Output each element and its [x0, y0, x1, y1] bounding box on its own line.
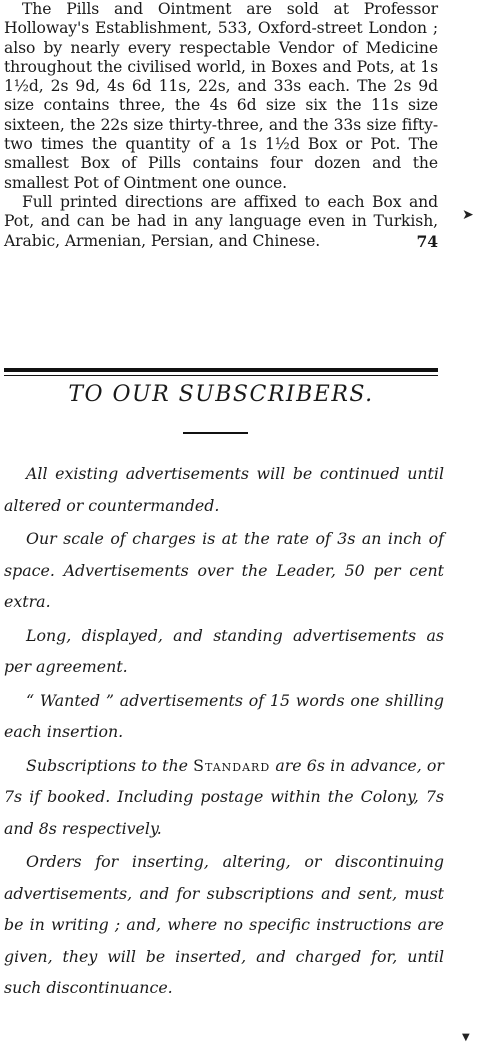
subscribers-paragraph-5	[4, 750, 444, 845]
margin-mark-icon: ➤	[462, 207, 474, 223]
pills-ointment-notice	[4, 0, 438, 251]
subscribers-notice	[4, 458, 444, 1006]
subscribers-paragraph-4: “ Wanted ” advertisements of 15 words one shilling each insertion.	[4, 690, 444, 741]
subscribers-paragraph-3: Long, displayed, and standing advertisements as per agreement.	[4, 625, 444, 676]
section-divider-thick	[4, 368, 438, 372]
standard-newspaper-name: Standard	[193, 755, 271, 775]
margin-dot-icon: ▼	[462, 1032, 470, 1043]
subscribers-paragraph-1: All existing advertisements will be continued until altered or countermanded.	[4, 464, 444, 515]
pills-notice-paragraph-1: The Pills and Ointment are sold at Professor Holloway's Establishment, 533, Oxford-street London ; also by nearly every respectable Vendor of Medicine throughout the civilised world, in Boxes and Pots, at 1s 1½d, 2s 9d, 4s 6d 11s, 22s, and 33s each. The 2s 9d size contains three, the 4s 6d size six the 11s size sixteen, the 22s size thirty-three, and the 33s size fifty-two times the quantity of a 1s 1½d Box or Pot. The smallest Box of Pills contains four dozen and the smallest Pot of Ointment one ounce.	[4, 0, 438, 192]
subscribers-paragraph-6: Orders for inserting, altering, or discontinuing advertisements, and for subscriptions and sent, must be in writing ; and, where no specific instructions are given, they will be inserted, and charged for, until such discontinuance.	[4, 852, 444, 997]
pills-notice-paragraph-2	[4, 193, 438, 251]
subscribers-paragraph-5-start: Subscriptions to the	[26, 755, 189, 775]
pills-notice-paragraph-2-text: Full printed directions are affixed to each Box and Pot, and can be had in any language even in Turkish, Arabic, Armenian, Persian, and Chinese.	[4, 192, 438, 250]
advertisement-reference-number: 74	[416, 231, 438, 251]
section-divider-thin	[4, 375, 438, 376]
title-underline-rule	[183, 432, 248, 434]
subscribers-paragraph-5-end: are 6s in advance, or 7s if booked. Including postage within the Colony, 7s and 8s respectively.	[4, 755, 444, 838]
subscribers-paragraph-2: Our scale of charges is at the rate of 3s an inch of space. Advertisements over the Leader, 50 per cent extra.	[4, 529, 444, 611]
section-title: TO OUR SUBSCRIBERS.	[68, 382, 374, 407]
